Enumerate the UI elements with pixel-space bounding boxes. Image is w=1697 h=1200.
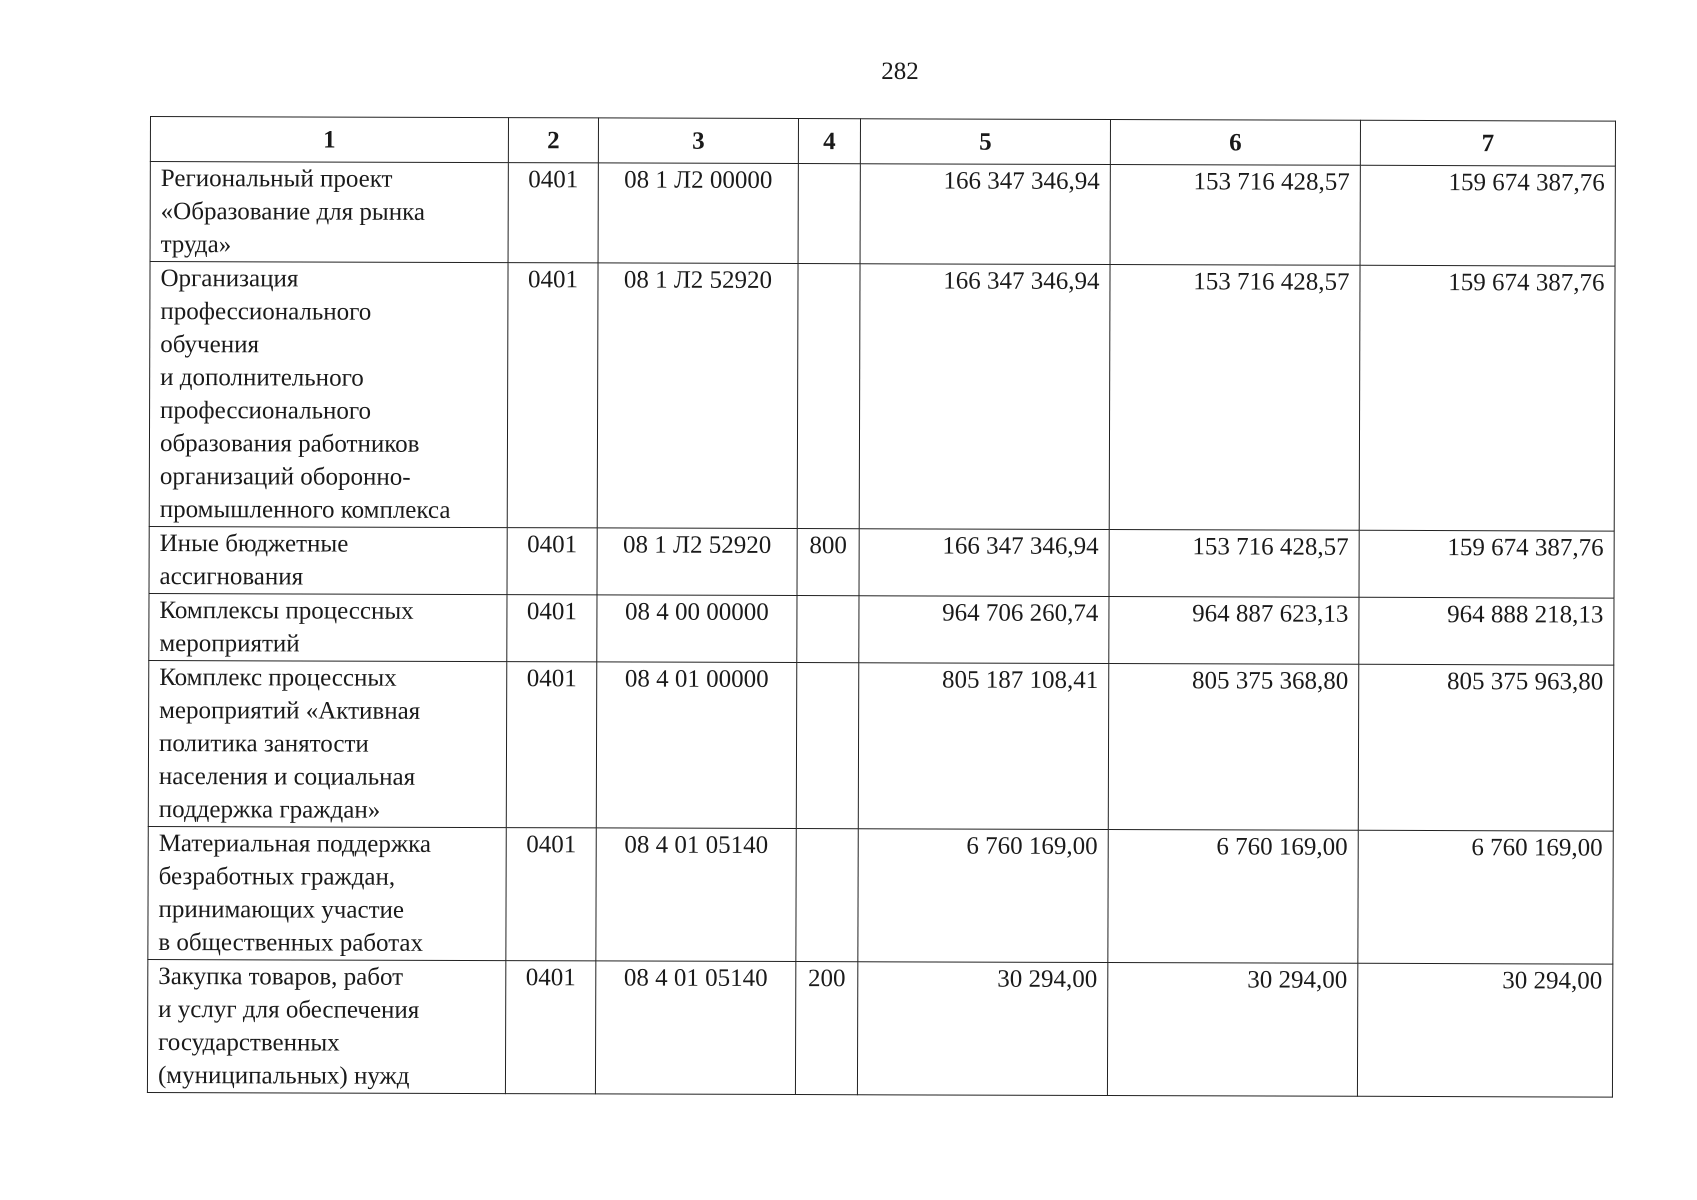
- row-name: [149, 593, 507, 661]
- col-header-2: 2: [508, 118, 598, 163]
- row-name: [148, 826, 506, 960]
- table-row: [149, 262, 1615, 532]
- name-line: и услуг для обеспечения: [158, 996, 420, 1024]
- row-amount-6: 153 716 428,57: [1109, 530, 1359, 598]
- row-name: [147, 959, 505, 1093]
- row-expense-type: 800: [797, 529, 859, 596]
- row-amount-5: 30 294,00: [857, 962, 1107, 1096]
- name-line: профессионального: [160, 397, 372, 425]
- row-target-code: 08 4 01 05140: [595, 961, 795, 1095]
- name-line: Комплексы процессных: [159, 597, 414, 625]
- name-line: населения и социальная: [158, 763, 416, 791]
- name-line: ассигнования: [159, 563, 304, 591]
- row-section-code: 0401: [506, 828, 596, 961]
- budget-table: [147, 116, 1616, 1098]
- row-amount-7: 30 294,00: [1357, 963, 1612, 1097]
- table-row: [149, 593, 1614, 665]
- name-line: государственных: [158, 1029, 340, 1057]
- row-target-code: 08 4 01 00000: [596, 662, 797, 829]
- col-header-4: 4: [798, 119, 860, 164]
- name-line: Организация: [160, 265, 299, 293]
- row-expense-type: 200: [795, 962, 857, 1095]
- row-amount-6: 805 375 368,80: [1108, 664, 1359, 831]
- name-line: и дополнительного: [160, 364, 364, 392]
- row-expense-type: [797, 596, 859, 663]
- row-target-code: 08 1 Л2 00000: [598, 163, 798, 264]
- row-target-code: 08 1 Л2 52920: [597, 263, 798, 529]
- col-header-1: 1: [150, 117, 508, 163]
- name-line: Материальная поддержка: [158, 830, 432, 858]
- name-line: Иные бюджетные: [159, 530, 349, 558]
- col-header-3: 3: [598, 118, 798, 164]
- row-name: [148, 660, 507, 827]
- row-amount-7: 805 375 963,80: [1358, 664, 1614, 831]
- name-line: принимающих участие: [158, 896, 405, 924]
- row-amount-6: 30 294,00: [1107, 963, 1357, 1097]
- row-amount-5: 166 347 346,94: [859, 529, 1109, 597]
- row-amount-7: 159 674 387,76: [1359, 530, 1614, 598]
- row-expense-type: [796, 829, 858, 962]
- col-header-6: 6: [1110, 120, 1360, 166]
- name-line: безработных граждан,: [158, 863, 396, 891]
- name-line: Комплекс процессных: [159, 664, 397, 692]
- name-line: политика занятости: [158, 730, 369, 758]
- name-line: Закупка товаров, работ: [158, 963, 404, 991]
- name-line: Региональный проект: [160, 165, 393, 193]
- row-amount-7: 159 674 387,76: [1359, 265, 1615, 531]
- row-section-code: 0401: [508, 163, 598, 263]
- row-amount-6: 6 760 169,00: [1108, 830, 1358, 964]
- row-section-code: 0401: [507, 528, 597, 595]
- name-line: мероприятий: [159, 630, 300, 658]
- name-line: «Образование для рынка: [160, 198, 426, 226]
- row-amount-7: 159 674 387,76: [1360, 165, 1615, 266]
- name-line: обучения: [160, 331, 260, 359]
- row-section-code: 0401: [506, 662, 597, 828]
- row-amount-6: 964 887 623,13: [1109, 597, 1359, 665]
- row-name: [149, 526, 507, 594]
- table-row: [148, 826, 1613, 964]
- row-amount-5: 6 760 169,00: [858, 829, 1108, 963]
- row-name: [150, 162, 508, 263]
- row-expense-type: [796, 663, 859, 829]
- table-row: [147, 959, 1612, 1097]
- name-line: образования работников: [159, 430, 420, 458]
- row-target-code: 08 4 00 00000: [597, 595, 797, 663]
- row-amount-6: 153 716 428,57: [1110, 165, 1360, 266]
- row-section-code: 0401: [507, 595, 597, 662]
- row-expense-type: [798, 164, 860, 264]
- row-amount-6: 153 716 428,57: [1109, 265, 1360, 531]
- row-amount-7: 964 888 218,13: [1359, 597, 1614, 665]
- row-amount-5: 166 347 346,94: [859, 264, 1110, 530]
- row-expense-type: [797, 264, 860, 529]
- col-header-7: 7: [1360, 120, 1615, 166]
- name-line: (муниципальных) нужд: [157, 1062, 410, 1090]
- row-target-code: 08 4 01 05140: [596, 828, 796, 962]
- name-line: организаций оборонно-: [159, 463, 411, 491]
- name-line: труда»: [160, 231, 232, 259]
- table-row: [148, 660, 1614, 831]
- row-name: [149, 262, 508, 528]
- header-row: [150, 117, 1615, 167]
- row-amount-5: 805 187 108,41: [858, 663, 1109, 830]
- name-line: промышленного комплекса: [159, 496, 451, 524]
- name-line: профессионального: [160, 298, 372, 326]
- row-amount-5: 964 706 260,74: [859, 596, 1109, 664]
- name-line: в общественных работах: [158, 929, 424, 957]
- name-line: мероприятий «Активная: [159, 697, 421, 725]
- row-amount-7: 6 760 169,00: [1358, 830, 1613, 964]
- table-row: [150, 162, 1615, 267]
- name-line: поддержка граждан»: [158, 796, 381, 824]
- page-number: 282: [881, 58, 919, 85]
- row-section-code: 0401: [505, 961, 595, 1094]
- row-target-code: 08 1 Л2 52920: [597, 528, 797, 596]
- col-header-5: 5: [860, 119, 1110, 165]
- row-amount-5: 166 347 346,94: [860, 164, 1110, 265]
- row-section-code: 0401: [507, 263, 598, 528]
- table-row: [149, 526, 1614, 598]
